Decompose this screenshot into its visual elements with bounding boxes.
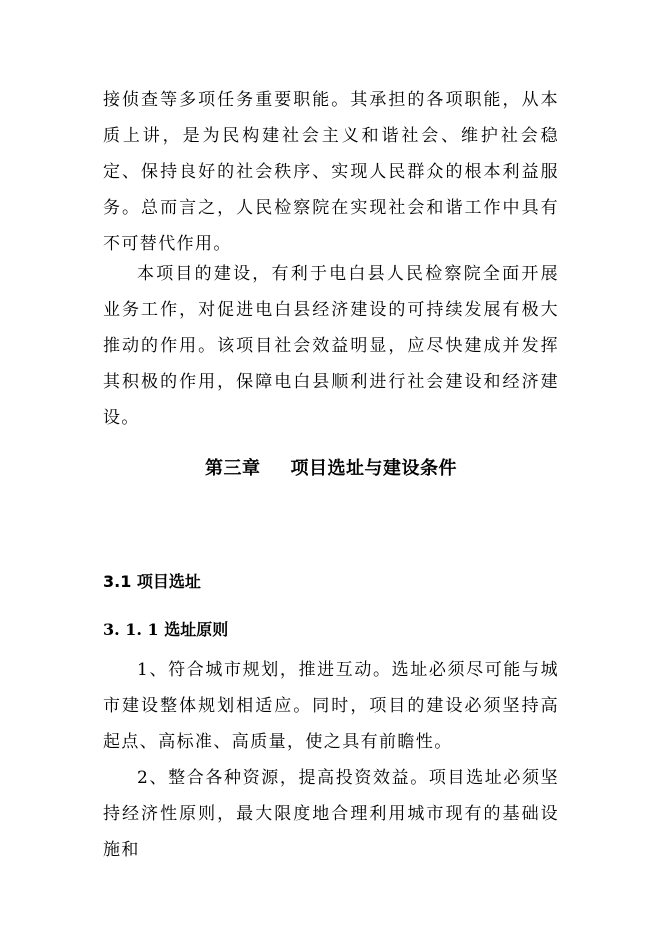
principle-paragraph-1: 1、符合城市规划，推进互动。选址必须尽可能与城市建设整体规划相适应。同时，项目的建设必须坚持高起点、高标准、高质量，使之具有前瞻性。 xyxy=(103,660,559,752)
body-paragraph-2: 本项目的建设，有利于电白县人民检察院全面开展业务工作，对促进电白县经济建设的可持续发展有极大推动的作用。该项目社会效益明显，应尽快建成并发挥其积极的作用，保障电白县顺利进行社会建设和经济建设。 xyxy=(103,264,559,428)
body-paragraph-1: 接侦查等多项任务重要职能。其承担的各项职能，从本质上讲，是为民构建社会主义和谐社会、维护社会稳定、保持良好的社会秩序、实现人民群众的根本利益服务。总而言之，人民检察院在实现社会和谐工作中具有不可替代作用。 xyxy=(103,90,559,254)
chapter-heading xyxy=(0,456,662,482)
chapter-number: 第三章 xyxy=(205,458,261,479)
principle-paragraph-2: 2、整合各种资源，提高投资效益。项目选址必须坚持经济性原则，最大限度地合理利用城市现有的基础设施和 xyxy=(103,768,559,860)
section-heading: 3.1 项目选址 xyxy=(103,572,201,591)
chapter-title: 项目选址与建设条件 xyxy=(290,458,457,479)
subsection-heading: 3. 1. 1 选址原则 xyxy=(103,620,229,639)
